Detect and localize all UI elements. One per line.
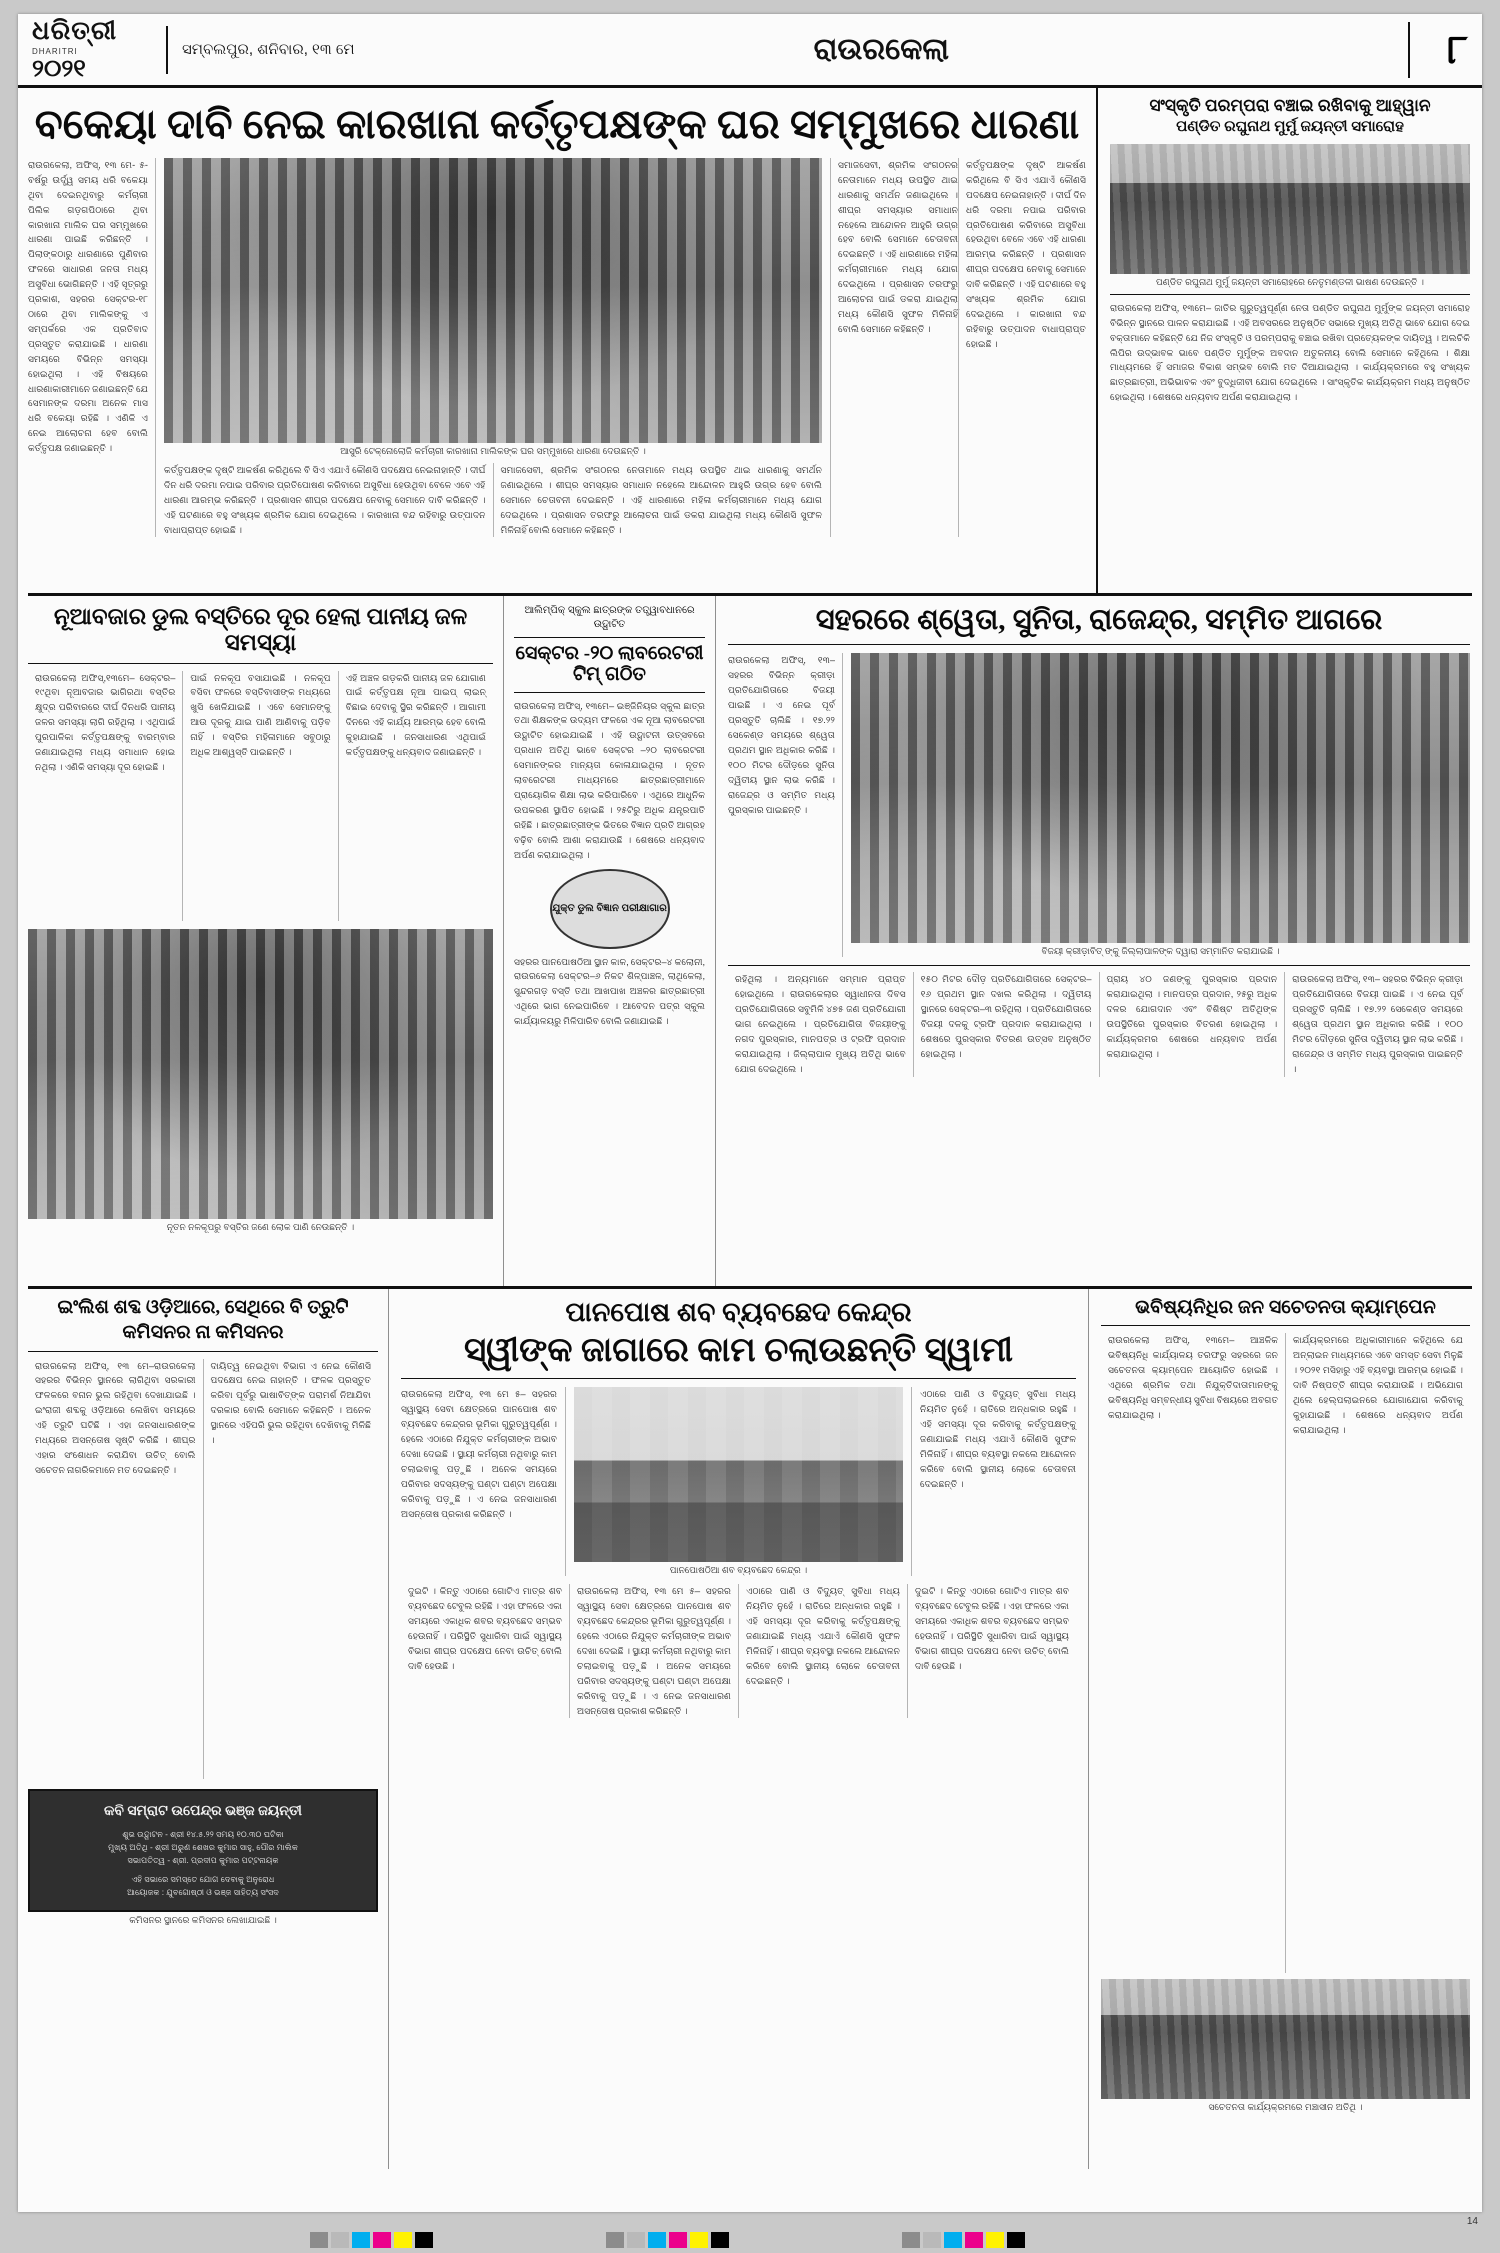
water-column-3: ଏହି ଅଞ୍ଚଳ ଗଡ଼କରି ପାନୀୟ ଜଳ ଯୋଗାଣ ପାଇଁ କର୍ତ୍ତୃପକ୍ଷ ନୂଆ ପାଇପ୍ ଲାଇନ୍ ବିଛାଇ ଦେବାକୁ ସ୍ଥିର କରିଛନ୍ତି । ଆଗାମୀ ଦିନରେ ଏହି କାର୍ଯ୍ୟ ଆରମ୍ଭ ହେବ ବୋଲି କୁହାଯାଇଛି । ଜନସାଧାରଣ ଏଥିପାଇଁ କର୍ତ୍ତୃପକ୍ଷଙ୍କୁ ଧନ୍ୟବାଦ ଜଣାଇଛନ୍ତି । bbox=[345, 672, 486, 758]
mortuary-column-6: ଏଠାରେ ପାଣି ଓ ବିଦ୍ୟୁତ୍ ସୁବିଧା ମଧ୍ୟ ନିୟମିତ ନୁହେଁ । ରାତିରେ ଅନ୍ଧକାର ରହୁଛି । ଏହି ସମସ୍ୟା ଦୂର କରିବାକୁ କର୍ତ୍ତୃପକ୍ଷଙ୍କୁ ଜଣାଯାଇଛି ମଧ୍ୟ ଏଯାଏଁ କୌଣସି ସୁଫଳ ମିଳିନାହିଁ । ଶୀଘ୍ର ବ୍ୟବସ୍ଥା ନକଲେ ଆନ୍ଦୋଳନ କରିବେ ବୋଲି ସ୍ଥାନୀୟ ଲୋକେ ଚେତାବନୀ ଦେଇଛନ୍ତି । bbox=[746, 1586, 900, 1686]
mortuary-column-3: ଏଠାରେ ପାଣି ଓ ବିଦ୍ୟୁତ୍ ସୁବିଧା ମଧ୍ୟ ନିୟମିତ ନୁହେଁ । ରାତିରେ ଅନ୍ଧକାର ରହୁଛି । ଏହି ସମସ୍ୟା ଦୂର କରିବାକୁ କର୍ତ୍ତୃପକ୍ଷଙ୍କୁ ଜଣାଯାଇଛି ମଧ୍ୟ ଏଯାଏଁ କୌଣସି ସୁଫଳ ମିଳିନାହିଁ । ଶୀଘ୍ର ବ୍ୟବସ୍ଥା ନକଲେ ଆନ୍ଦୋଳନ କରିବେ ବୋଲି ସ୍ଥାନୀୟ ଲୋକେ ଚେତାବନୀ ଦେଇଛନ୍ତି । bbox=[920, 1389, 1076, 1489]
side-headline-secondary: ପଣ୍ଡିତ ରଘୁନାଥ ମୁର୍ମୁ ଜୟନ୍ତୀ ସମାରୋହ bbox=[1176, 119, 1404, 136]
sports-column-2: ୧୫୦ ମିଟର ଦୌଡ଼ ପ୍ରତିଯୋଗିତାରେ ସେକ୍ଟର–୧୬ ପ୍ରଥମ ସ୍ଥାନ ଦଖଲ କରିଥିଲା । ଦ୍ୱିତୀୟ ସ୍ଥାନରେ ସେକ୍ଟର–୩ ରହିଥିଲା । ପ୍ରତିଯୋଗିତାରେ ବିଜୟୀ ଦଳକୁ ଟ୍ରଫି ପ୍ରଦାନ କରାଯାଇଥିଲା । ଶେଷରେ ପୁରସ୍କାର ବିତରଣ ଉତ୍ସବ ଅନୁଷ୍ଠିତ ହୋଇଥିଲା । bbox=[920, 974, 1092, 1059]
logo-subtitle: DHARITRI bbox=[32, 47, 78, 56]
english-headline-primary: ଇଂଲିଶ ଶବ୍ଦ ଓଡ଼ିଆରେ, ସେଥିରେ ବି ତ୍ରୁଟି bbox=[57, 1297, 349, 1318]
color-swatch bbox=[310, 2232, 328, 2248]
plaque-line-1: ଶୁଭ ଉଦ୍ଘାଟନ - ଶ୍ରୀ ୧୪.୫.୨୨ ସମୟ ୧୦.୩୦ ଘଟିକା bbox=[122, 1829, 284, 1839]
lead-column-1: ରାଉରକେଲା, ଅଫିସ୍, ୧୩ ମେ- ୫-ବର୍ଷରୁ ଉର୍ଦ୍ଧ୍ୱ ସମୟ ଧରି ବକେୟା ଥିବା ଦେଇନଥିବାରୁ କର୍ମଚାରୀ ପିଲିକ ଗଡ଼ଗପିଠାରେ ଥିବା କାରଖାନା ମାଲିକ ଘର ସମ୍ମୁଖରେ ଧାରଣା ପାଇଛି କରିଛନ୍ତି । ପିଲାଙ୍କଠାରୁ ଧାରଣାରେ ପୁଣିବାର ଫଳରେ ସାଧାରଣ ଜନତା ମଧ୍ୟ ଅସୁବିଧା ଭୋଗିଛନ୍ତି । ଏହି ସୂତ୍ରରୁ ପ୍ରକାଶ, ସହରର ସେକ୍ଟର-୧୮ ଠାରେ ଥିବା ମାଲିକଙ୍କୁ ଏ ସମ୍ପର୍କରେ ଏକ ପ୍ରତିବାଦ ପ୍ରସ୍ତୁତ କରାଯାଇଛି । ଧାରଣା ସମୟରେ ବିଭିନ୍ନ ସମସ୍ୟା ହୋଇଥିଲା । ଏହି ବିଷୟରେ ଧାରଣାକାରୀମାନେ ଜଣାଇଛନ୍ତି ଯେ ସେମାନଙ୍କ ଦରମା ଅନେକ ମାସ ଧରି ବକେୟା ରହିଛି । ଏଣିକି ଏ ନେଇ ଆଲୋଚନା ହେବ ବୋଲି କର୍ତ୍ତୃପକ୍ଷ ଜଣାଇଛନ୍ତି । bbox=[28, 159, 148, 454]
color-swatch bbox=[373, 2232, 391, 2248]
mortuary-column-1: ରାଉରକେଲା ଅଫିସ୍, ୧୩ ମେ ୫– ସହରର ସ୍ୱାସ୍ଥ୍ୟ ସେବା କ୍ଷେତ୍ରରେ ପାନପୋଷ ଶବ ବ୍ୟବଛେଦ କେନ୍ଦ୍ରର ଭୂମିକା ଗୁରୁତ୍ୱପୂର୍ଣ୍ଣ । ହେଲେ ଏଠାରେ ନିଯୁକ୍ତ କର୍ମଚାରୀଙ୍କ ଅଭାବ ଦେଖା ଦେଇଛି । ସ୍ଥାୟୀ କର୍ମଚାରୀ ନଥିବାରୁ କାମ ଚଲାଇବାକୁ ପଡ଼ୁଛି । ଅନେକ ସମୟରେ ପରିବାର ସଦସ୍ୟଙ୍କୁ ଘଣ୍ଟା ଘଣ୍ଟା ଅପେକ୍ଷା କରିବାକୁ ପଡ଼ୁଛି । ଏ ନେଇ ଜନସାଧାରଣ ଅସନ୍ତୋଷ ପ୍ରକାଶ କରିଛନ୍ତି । bbox=[401, 1389, 557, 1519]
publication-logo bbox=[32, 16, 152, 83]
camp-column-2: କାର୍ଯ୍ୟକ୍ରମରେ ଅଧିକାରୀମାନେ କହିଥିଲେ ଯେ ଅନ୍ଲାଇନ ମାଧ୍ୟମରେ ଏବେ ସମସ୍ତ ସେବା ମିଳୁଛି । ୨୦୨୧ ମସିହାରୁ ଏହି ବ୍ୟବସ୍ଥା ଆରମ୍ଭ ହୋଇଛି । ଦାବି ନିଷ୍ପତ୍ତି ଶୀଘ୍ର କରାଯାଉଛି । ଅଭିଯୋଗ ଥିଲେ ହେଲ୍ପଲାଇନରେ ଯୋଗାଯୋଗ କରିବାକୁ କୁହାଯାଇଛି । ଶେଷରେ ଧନ୍ୟବାଦ ଅର୍ପଣ କରାଯାଇଥିଲା । bbox=[1293, 1335, 1463, 1435]
color-swatch bbox=[965, 2232, 983, 2248]
camp-headline: ଭବିଷ୍ୟନିଧିର ଜନ ସଚେତନତା କ୍ୟାମ୍ପେନ bbox=[1135, 1297, 1436, 1318]
side-photo bbox=[1110, 144, 1470, 274]
plaque-line-2: ମୁଖ୍ୟ ଅତିଥି - ଶ୍ରୀ ଅରୁଣ ଶେଖର କୁମାର ସାହୁ, ପୌର ମାଲିକ bbox=[108, 1843, 298, 1853]
english-column-1: ରାଉରକେଲା ଅଫିସ୍, ୧୩ ମେ–ରାଉରକେଲା ସହରର ବିଭିନ୍ନ ସ୍ଥାନରେ ଲାଗିଥିବା ସରକାରୀ ଫଳକରେ ବନାନ ଭୁଲ ରହିଥିବା ଦେଖାଯାଇଛି । ଇଂରାଜୀ ଶବ୍ଦକୁ ଓଡ଼ିଆରେ ଲେଖିବା ସମୟରେ ଏହି ତ୍ରୁଟି ଘଟିଛି । ଏହା ଜନସାଧାରଣଙ୍କ ମଧ୍ୟରେ ଅସନ୍ତୋଷ ସୃଷ୍ଟି କରିଛି । ଶୀଘ୍ର ଏହାର ସଂଶୋଧନ କରାଯିବା ଉଚିତ୍ ବୋଲି ସଚେତନ ନାଗରିକମାନେ ମତ ଦେଇଛନ୍ତି । bbox=[35, 1360, 196, 1475]
color-swatch bbox=[415, 2232, 433, 2248]
lead-column-4: କର୍ତ୍ତୃପକ୍ଷଙ୍କ ଦୃଷ୍ଟି ଆକର୍ଷଣ କରିଥିଲେ ବି ସିଏ ଏଯାଏଁ କୌଣସି ପଦକ୍ଷେପ ନେଇନାହାନ୍ତି । ଦୀର୍ଘ ଦିନ ଧରି ଦରମା ନପାଇ ପରିବାର ପ୍ରତିପୋଷଣ କରିବାରେ ଅସୁବିଧା ହେଉଥିବା ବେଳେ ଏବେ ଏହି ଧାରଣା ଆରମ୍ଭ କରିଛନ୍ତି । ପ୍ରଶାସନ ଶୀଘ୍ର ପଦକ୍ଷେପ ନେବାକୁ ସେମାନେ ଦାବି କରିଛନ୍ତି । ଏହି ଘଟଣାରେ ବହୁ ସଂଖ୍ୟକ ଶ୍ରମିକ ଯୋଗ ଦେଇଥିଲେ । କାରଖାନା ବନ୍ଦ ରହିବାରୁ ଉତ୍ପାଦନ ବାଧାପ୍ରାପ୍ତ ହୋଇଛି । bbox=[966, 159, 1086, 349]
lead-photo-caption: ଆସୁରି ଟେକ୍ନୋଲୋଜି କର୍ମଚାରୀ କାରଖାନା ମାଲିକଙ୍କ ଘର ସମ୍ମୁଖରେ ଧାରଣା ଦେଉଛନ୍ତି । bbox=[340, 445, 646, 456]
side-headline-primary: ସଂସ୍କୃତି ପରମ୍ପରା ବଞ୍ଚାଇ ରଖିବାକୁ ଆହ୍ୱାନ bbox=[1149, 96, 1431, 115]
sports-photo bbox=[851, 653, 1470, 943]
logo-year: ୨୦୨୧ bbox=[32, 56, 86, 82]
mortuary-headline: ସ୍ୱୀଙ୍କ ଜାଗାରେ କାମ ଚଲାଉଛନ୍ତି ସ୍ୱାମୀ bbox=[463, 1332, 1014, 1370]
mortuary-photo bbox=[574, 1387, 903, 1562]
color-swatch bbox=[923, 2232, 941, 2248]
lab-column-1: ରାଉରକେଲା ଅଫିସ୍, ୧୩ମେ– ଇଞ୍ଜିନିୟର ସ୍କୁଲ ଛାତ୍ର ତଥା ଶିକ୍ଷକଙ୍କ ଉଦ୍ୟମ ଫଳରେ ଏକ ନୂଆ ଲାବରେଟରୀ ଉଦ୍ଘାଟିତ ହୋଇଯାଇଛି । ଏହି ଉଦ୍ଘାଟନୀ ଉତ୍ସବରେ ପ୍ରଧାନ ଅତିଥି ଭାବେ ସେକ୍ଟର –୨୦ ଲାବରେଟରୀ ସେମାନଙ୍କର ମାନ୍ୟତା କୋଳାଯାଇଥିଲା । ନୂତନ ଲାବରେଟରୀ ମାଧ୍ୟମରେ ଛାତ୍ରଛାତ୍ରୀମାନେ ପ୍ରାୟୋଗିକ ଶିକ୍ଷା ଲାଭ କରିପାରିବେ । ଏଥିରେ ଆଧୁନିକ ଉପକରଣ ସ୍ଥାପିତ ହୋଇଛି । ୨୫ଟିରୁ ଅଧିକ ଯନ୍ତ୍ରପାତି ରହିଛି । ଛାତ୍ରଛାତ୍ରୀଙ୍କ ଭିତରେ ବିଜ୍ଞାନ ପ୍ରତି ଆଗ୍ରହ ବଢ଼ିବ ବୋଲି ଆଶା କରାଯାଉଛି । ଶେଷରେ ଧନ୍ୟବାଦ ଅର୍ପଣ କରାଯାଇଥିଲା । bbox=[514, 700, 705, 860]
sports-headline: ସହରରେ ଶ୍ୱେତା, ସୁନିତା, ରାଜେନ୍ଦ୍ର, ସମ୍ମିତ ଆଗରେ bbox=[815, 604, 1383, 636]
logo-title: ଧରିତ୍ରୀ bbox=[32, 16, 118, 45]
water-column-1: ରାଉରକେଲା ଅଫିସ୍,୧୩ମେ– ସେକ୍ଟର–୧୯ଥିବା ନୂଆବଜାର ଭାଗିରଥା ବସ୍ତିର କ୍ଷୁଦ୍ର ପରିବାରରେ ଦୀର୍ଘ ଦିନଧରି ପାନୀୟ ଜଳର ସମସ୍ୟା ଲାଗି ରହିଥିଲା । ଏଥିପାଇଁ ପୁରପାଳିକା କର୍ତ୍ତୃପକ୍ଷଙ୍କୁ ବାରମ୍ବାର ଜଣାଯାଇଥିଲା ମଧ୍ୟ ସମାଧାନ ହୋଇ ନଥିଲା । ଏଣିକି ସମସ୍ୟା ଦୂର ହୋଇଛି । bbox=[35, 672, 176, 772]
mortuary-photo-caption: ପାନପୋଷଠିଆ ଶବ ବ୍ୟବଛେଦ କେନ୍ଦ୍ର । bbox=[669, 1565, 808, 1576]
plaque-line-3: ସଭାପତିତ୍ୱ - ଶ୍ରୀ. ପ୍ରଦୀପ କୁମାର ପଟ୍ଟନାୟକ bbox=[127, 1856, 279, 1866]
sports-column-4: ରାଉରକେଲା ଅଫିସ୍, ୧୩– ସହରର ବିଭିନ୍ନ କ୍ରୀଡ଼ା ପ୍ରତିଯୋଗିତାରେ ବିଜୟୀ ପାଇଛି । ଏ ନେଇ ପୂର୍ବ ପ୍ରସ୍ତୁତି ଚାଲିଛି । ୧୭.୨୨ ସେକେଣ୍ଡ ସମୟରେ ଶ୍ୱେତା ପ୍ରଥମ ସ୍ଥାନ ଅଧିକାର କରିଛି । ୧୦୦ ମିଟର ଦୌଡ଼ରେ ସୁନିତା ଦ୍ୱିତୀୟ ସ୍ଥାନ ଲାଭ କରିଛି । ରାଜେନ୍ଦ୍ର ଓ ସମ୍ମିତ ମଧ୍ୟ ପୁରସ୍କାର ପାଇଛନ୍ତି । bbox=[1292, 974, 1463, 1074]
color-swatch bbox=[648, 2232, 666, 2248]
color-swatch bbox=[986, 2232, 1004, 2248]
edition-date: ସମ୍ବଲପୁର, ଶନିବାର, ୧୩ ମେ bbox=[182, 41, 355, 58]
lead-column-3: ସମାଜସେବୀ, ଶ୍ରମିକ ସଂଗଠନର ନେତାମାନେ ମଧ୍ୟ ଉପସ୍ଥିତ ଥାଇ ଧାରଣାକୁ ସମର୍ଥନ ଜଣାଇଥିଲେ । ଶୀଘ୍ର ସମସ୍ୟାର ସମାଧାନ ନହେଲେ ଆନ୍ଦୋଳନ ଆହୁରି ଉଗ୍ର ହେବ ବୋଲି ସେମାନେ ଚେତାବନୀ ଦେଇଛନ୍ତି । ଏହି ଧାରଣାରେ ମହିଳା କର୍ମଚାରୀମାନେ ମଧ୍ୟ ଯୋଗ ଦେଇଥିଲେ । ପ୍ରଶାସନ ତରଫରୁ ଆଲୋଚନା ପାଇଁ ଡକରା ଯାଇଥିଲା ମଧ୍ୟ କୌଣସି ସୁଫଳ ମିଳିନାହିଁ ବୋଲି ସେମାନେ କହିଛନ୍ତି । bbox=[838, 159, 958, 334]
color-swatch bbox=[627, 2232, 645, 2248]
color-swatch bbox=[669, 2232, 687, 2248]
water-photo bbox=[28, 929, 493, 1219]
newspaper-page bbox=[18, 14, 1482, 2212]
page-number: ୮ bbox=[1408, 22, 1468, 78]
plaque-caption: କମିସନର ସ୍ଥାନରେ କମିସନର ଲେଖାଯାଇଛି । bbox=[129, 1914, 277, 1925]
plaque-line-4: ଏହି ସଭାରେ ସମସ୍ତେ ଯୋଗ ଦେବାକୁ ଅନୁରୋଧ bbox=[131, 1875, 275, 1885]
color-swatch bbox=[352, 2232, 370, 2248]
masthead-divider bbox=[166, 26, 168, 74]
color-swatch bbox=[1007, 2232, 1025, 2248]
lead-headline: ବକେୟା ଦାବି ନେଇ କାରଖାନା କର୍ତ୍ତୃପକ୍ଷଙ୍କ ଘର ସମ୍ମୁଖରେ ଧାରଣା bbox=[34, 101, 1080, 147]
bottom-page-number: 14 bbox=[1466, 2216, 1478, 2227]
side-photo-caption: ପଣ୍ଡିତ ରଘୁନାଥ ମୁର୍ମୁ ଜୟନ୍ତୀ ସମାରୋହରେ ନେତୃମଣ୍ଡଳୀ ଭାଷଣ ଦେଉଛନ୍ତି । bbox=[1156, 276, 1424, 287]
plaque-line-5: ଆୟୋଜକ : ଯୁବଗୋଷ୍ଠୀ ଓ ଭଞ୍ଜ ସାହିତ୍ୟ ସଂସଦ bbox=[127, 1888, 279, 1898]
sports-photo-caption: ବିଜୟୀ କ୍ରୀଡ଼ାବିତ୍ ଙ୍କୁ ଜିଲ୍ଲାପାଳଙ୍କ ଦ୍ୱାରା ସମ୍ମାନିତ କରାଯାଇଛି । bbox=[1041, 946, 1280, 957]
lead-column-2: କର୍ତ୍ତୃପକ୍ଷଙ୍କ ଦୃଷ୍ଟି ଆକର୍ଷଣ କରିଥିଲେ ବି ସିଏ ଏଯାଏଁ କୌଣସି ପଦକ୍ଷେପ ନେଇନାହାନ୍ତି । ଦୀର୍ଘ ଦିନ ଧରି ଦରମା ନପାଇ ପରିବାର ପ୍ରତିପୋଷଣ କରିବାରେ ଅସୁବିଧା ହେଉଥିବା ବେଳେ ଏବେ ଏହି ଧାରଣା ଆରମ୍ଭ କରିଛନ୍ତି । ପ୍ରଶାସନ ଶୀଘ୍ର ପଦକ୍ଷେପ ନେବାକୁ ସେମାନେ ଦାବି କରିଛନ୍ତି । ଏହି ଘଟଣାରେ ବହୁ ସଂଖ୍ୟକ ଶ୍ରମିକ ଯୋଗ ଦେଇଥିଲେ । କାରଖାନା ବନ୍ଦ ରହିବାରୁ ଉତ୍ପାଦନ ବାଧାପ୍ରାପ୍ତ ହୋଇଛି । bbox=[164, 464, 486, 535]
color-swatch bbox=[394, 2232, 412, 2248]
mortuary-kicker: ପାନପୋଷ ଶବ ବ୍ୟବଛେଦ କେନ୍ଦ୍ର bbox=[565, 1297, 912, 1327]
color-swatch bbox=[690, 2232, 708, 2248]
lab-column-2: ସହରର ପାନପୋଷଠିଆ ସ୍ଥାନ କାଳ, ସେକ୍ଟର–୪ କଲୋନୀ, ରାଉରକେଲା ସେକ୍ଟର–୬ ନିକଟ ଶିଳ୍ପାଞ୍ଚଳ, ଲାଥିକେଲା, ସୁନ୍ଦରଗଡ଼ ବସ୍ତି ତଥା ଆଖପାଖ ଅଞ୍ଚଳର ଛାତ୍ରଛାତ୍ରୀ ଏଥିରେ ଭାଗ ନେଇପାରିବେ । ଆବେଦନ ପତ୍ର ସ୍କୁଲ କାର୍ଯ୍ୟାଳୟରୁ ମିଳିପାରିବ ବୋଲି ଜଣାଯାଇଛି । bbox=[514, 956, 705, 1027]
plaque-photo bbox=[28, 1789, 378, 1912]
lab-headline: ସେକ୍ଟର -୨୦ ଲାବରେଟରୀ ଟିମ୍ ଗଠିତ bbox=[515, 643, 704, 686]
color-swatch bbox=[606, 2232, 624, 2248]
lab-badge: ଯୁକ୍ତ ଡୁଲ ବିଜ୍ଞାନ ପରୀକ୍ଷାଗାର bbox=[550, 869, 670, 949]
sports-column-3: ପ୍ରାୟ ୪୦ ଜଣଙ୍କୁ ପୁରସ୍କାର ପ୍ରଦାନ କରାଯାଇଥିଲା । ମାନପତ୍ର ପ୍ରଦାନ, ୨୫ରୁ ଅଧିକ ଦଳର ଯୋଗଦାନ ଏବଂ ବିଶିଷ୍ଟ ଅତିଥିଙ୍କ ଉପସ୍ଥିତିରେ ପୁରସ୍କାର ବିତରଣ ହୋଇଥିଲା । କାର୍ଯ୍ୟକ୍ରମର ଶେଷରେ ଧନ୍ୟବାଦ ଅର୍ପଣ କରାଯାଇଥିଲା । bbox=[1106, 974, 1278, 1059]
english-column-2: ଦାୟିତ୍ୱ ନେଇଥିବା ବିଭାଗ ଏ ନେଇ କୌଣସି ପଦକ୍ଷେପ ନେଇ ନାହାନ୍ତି । ଫଳକ ପ୍ରସ୍ତୁତ କରିବା ପୂର୍ବରୁ ଭାଷାବିତ୍ଙ୍କ ପରାମର୍ଶ ନିଆଯିବା ଦରକାର ବୋଲି ସେମାନେ କହିଛନ୍ତି । ଅନେକ ସ୍ଥାନରେ ଏହିପରି ଭୁଲ ରହିଥିବା ଦେଖିବାକୁ ମିଳିଛି । bbox=[210, 1360, 371, 1446]
masthead bbox=[18, 14, 1482, 88]
camp-column-1: ରାଉରକେଲା ଅଫିସ୍, ୧୩ମେ– ଆଞ୍ଚଳିକ ଭବିଷ୍ୟନିଧି କାର୍ଯ୍ୟାଳୟ ତରଫରୁ ସହରରେ ଜନ ସଚେତନତା କ୍ୟାମ୍ପେନ ଆୟୋଜିତ ହୋଇଛି । ଏଥିରେ ଶ୍ରମିକ ତଥା ନିଯୁକ୍ତିଦାତାମାନଙ୍କୁ ଭବିଷ୍ୟନିଧି ସମ୍ବନ୍ଧୀୟ ସୁବିଧା ବିଷୟରେ ଅବଗତ କରାଯାଇଥିଲା । bbox=[1108, 1335, 1278, 1420]
color-swatch bbox=[902, 2232, 920, 2248]
water-headline: ନୂଆବଜାର ଡୁଲ ବସ୍ତିରେ ଦୂର ହେଲା ପାନୀୟ ଜଳ ସମସ୍ୟା bbox=[53, 604, 468, 655]
lab-kicker: ଆଲିମ୍ପିକ୍ ସ୍କୁଲ ଛାତ୍ରଙ୍କ ତତ୍ତ୍ୱାବଧାନରେ ଉଦ୍ଘାଟିତ bbox=[524, 605, 695, 630]
color-swatch bbox=[711, 2232, 729, 2248]
sports-column-1: ରହିଥିଲା । ଅନ୍ୟମାନେ ସମ୍ମାନ ପ୍ରାପ୍ତ ହୋଇଥିଲେ । ରାଉରକେଲାର ସ୍ୱାଧୀନତା ଦିବସ ପ୍ରତିଯୋଗିତାରେ ସବୁମିଳି ୪୭୫ ଜଣ ପ୍ରତିଯୋଗୀ ଭାଗ ନେଇଥିଲେ । ପ୍ରତିଯୋଗିତା ବିଜୟୀଙ୍କୁ ନଗଦ ପୁରସ୍କାର, ମାନପତ୍ର ଓ ଟ୍ରଫି ପ୍ରଦାନ କରାଯାଇଥିଲା । ଜିଲ୍ଲାପାଳ ମୁଖ୍ୟ ଅତିଥି ଭାବେ ଯୋଗ ଦେଇଥିଲେ । bbox=[735, 974, 906, 1074]
mortuary-column-7: ଦୁଇଟି । କିନ୍ତୁ ଏଠାରେ ଗୋଟିଏ ମାତ୍ର ଶବ ବ୍ୟବଛେଦ ଟେବୁଲ ରହିଛି । ଏହା ଫଳରେ ଏକା ସମୟରେ ଏକାଧିକ ଶବର ବ୍ୟବଛେଦ ସମ୍ଭବ ହେଉନାହିଁ । ପରିସ୍ଥିତି ସୁଧାରିବା ପାଇଁ ସ୍ୱାସ୍ଥ୍ୟ ବିଭାଗ ଶୀଘ୍ର ପଦକ୍ଷେପ ନେବା ଉଚିତ୍ ବୋଲି ଦାବି ହେଉଛି । bbox=[915, 1586, 1069, 1671]
color-swatch bbox=[944, 2232, 962, 2248]
lead-column-2b: ସମାଜସେବୀ, ଶ୍ରମିକ ସଂଗଠନର ନେତାମାନେ ମଧ୍ୟ ଉପସ୍ଥିତ ଥାଇ ଧାରଣାକୁ ସମର୍ଥନ ଜଣାଇଥିଲେ । ଶୀଘ୍ର ସମସ୍ୟାର ସମାଧାନ ନହେଲେ ଆନ୍ଦୋଳନ ଆହୁରି ଉଗ୍ର ହେବ ବୋଲି ସେମାନେ ଚେତାବନୀ ଦେଇଛନ୍ତି । ଏହି ଧାରଣାରେ ମହିଳା କର୍ମଚାରୀମାନେ ମଧ୍ୟ ଯୋଗ ଦେଇଥିଲେ । ପ୍ରଶାସନ ତରଫରୁ ଆଲୋଚନା ପାଇଁ ଡକରା ଯାଇଥିଲା ମଧ୍ୟ କୌଣସି ସୁଫଳ ମିଳିନାହିଁ ବୋଲି ସେମାନେ କହିଛନ୍ତି । bbox=[500, 464, 822, 535]
english-headline-secondary: କମିସନର ନା କମିସନର bbox=[122, 1322, 284, 1344]
side-body: ରାଉରକେଲା ଅଫିସ୍, ୧୩ମେ– ଜାତିର ଗୁରୁତ୍ୱପୂର୍ଣ୍ଣ ନେତା ପଣ୍ଡିତ ରଘୁନାଥ ମୁର୍ମୁଙ୍କ ଜୟନ୍ତୀ ସମାରୋହ ବିଭିନ୍ନ ସ୍ଥାନରେ ପାଳନ କରାଯାଇଛି । ଏହି ଅବସରରେ ଅନୁଷ୍ଠିତ ସଭାରେ ମୁଖ୍ୟ ଅତିଥି ଭାବେ ଯୋଗ ଦେଇ ବକ୍ତାମାନେ କହିଛନ୍ତି ଯେ ନିଜ ସଂସ୍କୃତି ଓ ପରମ୍ପରାକୁ ବଞ୍ଚାଇ ରଖିବା ପ୍ରତ୍ୟେକଙ୍କ ଦାୟିତ୍ୱ । ଅଲଚିକି ଲିପିର ଉଦ୍ଭାବକ ଭାବେ ପଣ୍ଡିତ ମୁର୍ମୁଙ୍କ ଅବଦାନ ଅତୁଳନୀୟ ବୋଲି ସେମାନେ କହିଥିଲେ । ଶିକ୍ଷା ମାଧ୍ୟମରେ ହିଁ ସମାଜର ବିକାଶ ସମ୍ଭବ ବୋଲି ମତ ଦିଆଯାଇଥିଲା । କାର୍ଯ୍ୟକ୍ରମରେ ବହୁ ସଂଖ୍ୟକ ଛାତ୍ରଛାତ୍ରୀ, ଅଭିଭାବକ ଏବଂ ବୁଦ୍ଧିଜୀବୀ ଯୋଗ ଦେଇଥିଲେ । ସାଂସ୍କୃତିକ କାର୍ଯ୍ୟକ୍ରମ ମଧ୍ୟ ଅନୁଷ୍ଠିତ ହୋଇଥିଲା । ଶେଷରେ ଧନ୍ୟବାଦ ଅର୍ପଣ କରାଯାଇଥିଲା । bbox=[1110, 302, 1470, 403]
section-title: ରାଉରକେଲା bbox=[813, 32, 949, 66]
camp-photo-caption: ସଚେତନତା କାର୍ଯ୍ୟକ୍ରମରେ ମଞ୍ଚାସୀନ ଅତିଥି । bbox=[1208, 2102, 1363, 2113]
sports-intro: ରାଉରକେଲା ଅଫିସ୍, ୧୩– ସହରର ବିଭିନ୍ନ କ୍ରୀଡ଼ା ପ୍ରତିଯୋଗିତାରେ ବିଜୟୀ ପାଇଛି । ଏ ନେଇ ପୂର୍ବ ପ୍ରସ୍ତୁତି ଚାଲିଛି । ୧୭.୨୨ ସେକେଣ୍ଡ ସମୟରେ ଶ୍ୱେତା ପ୍ରଥମ ସ୍ଥାନ ଅଧିକାର କରିଛି । ୧୦୦ ମିଟର ଦୌଡ଼ରେ ସୁନିତା ଦ୍ୱିତୀୟ ସ୍ଥାନ ଲାଭ କରିଛି । ରାଜେନ୍ଦ୍ର ଓ ସମ୍ମିତ ମଧ୍ୟ ପୁରସ୍କାର ପାଇଛନ୍ତି । bbox=[728, 655, 835, 815]
water-column-2: ପାଇଁ ନଳକୂପ ବସାଯାଇଛି । ନଳକୂପ ବସିବା ଫଳରେ ବସ୍ତିବାସୀଙ୍କ ମଧ୍ୟରେ ଖୁସି ଖେଳିଯାଇଛି । ଏବେ ସେମାନଙ୍କୁ ଆଉ ଦୂରକୁ ଯାଇ ପାଣି ଆଣିବାକୁ ପଡ଼ିବ ନାହିଁ । ବସ୍ତିର ମହିଳାମାନେ ସବୁଠାରୁ ଅଧିକ ଆଶ୍ୱସ୍ତି ପାଇଛନ୍ତି । bbox=[190, 672, 331, 758]
color-swatch bbox=[331, 2232, 349, 2248]
mortuary-column-4: ଦୁଇଟି । କିନ୍ତୁ ଏଠାରେ ଗୋଟିଏ ମାତ୍ର ଶବ ବ୍ୟବଛେଦ ଟେବୁଲ ରହିଛି । ଏହା ଫଳରେ ଏକା ସମୟରେ ଏକାଧିକ ଶବର ବ୍ୟବଛେଦ ସମ୍ଭବ ହେଉନାହିଁ । ପରିସ୍ଥିତି ସୁଧାରିବା ପାଇଁ ସ୍ୱାସ୍ଥ୍ୟ ବିଭାଗ ଶୀଘ୍ର ପଦକ୍ଷେପ ନେବା ଉଚିତ୍ ବୋଲି ଦାବି ହେଉଛି । bbox=[408, 1586, 562, 1671]
lead-photo bbox=[164, 158, 822, 443]
camp-photo bbox=[1101, 1979, 1470, 2099]
water-photo-caption: ନୂତନ ନଳକୂପରୁ ବସ୍ତିର ଜଣେ ଲୋକ ପାଣି ନେଉଛନ୍ତି । bbox=[166, 1221, 355, 1232]
print-color-bar bbox=[0, 2227, 1500, 2253]
mortuary-column-5: ରାଉରକେଲା ଅଫିସ୍, ୧୩ ମେ ୫– ସହରର ସ୍ୱାସ୍ଥ୍ୟ ସେବା କ୍ଷେତ୍ରରେ ପାନପୋଷ ଶବ ବ୍ୟବଛେଦ କେନ୍ଦ୍ରର ଭୂମିକା ଗୁରୁତ୍ୱପୂର୍ଣ୍ଣ । ହେଲେ ଏଠାରେ ନିଯୁକ୍ତ କର୍ମଚାରୀଙ୍କ ଅଭାବ ଦେଖା ଦେଇଛି । ସ୍ଥାୟୀ କର୍ମଚାରୀ ନଥିବାରୁ କାମ ଚଲାଇବାକୁ ପଡ଼ୁଛି । ଅନେକ ସମୟରେ ପରିବାର ସଦସ୍ୟଙ୍କୁ ଘଣ୍ଟା ଘଣ୍ଟା ଅପେକ୍ଷା କରିବାକୁ ପଡ଼ୁଛି । ଏ ନେଇ ଜନସାଧାରଣ ଅସନ୍ତୋଷ ପ୍ରକାଶ କରିଛନ୍ତି । bbox=[577, 1586, 731, 1716]
plaque-title: କବି ସମ୍ରାଟ ଉପେନ୍ଦ୍ର ଭଞ୍ଜ ଜୟନ୍ତୀ bbox=[104, 1803, 302, 1819]
